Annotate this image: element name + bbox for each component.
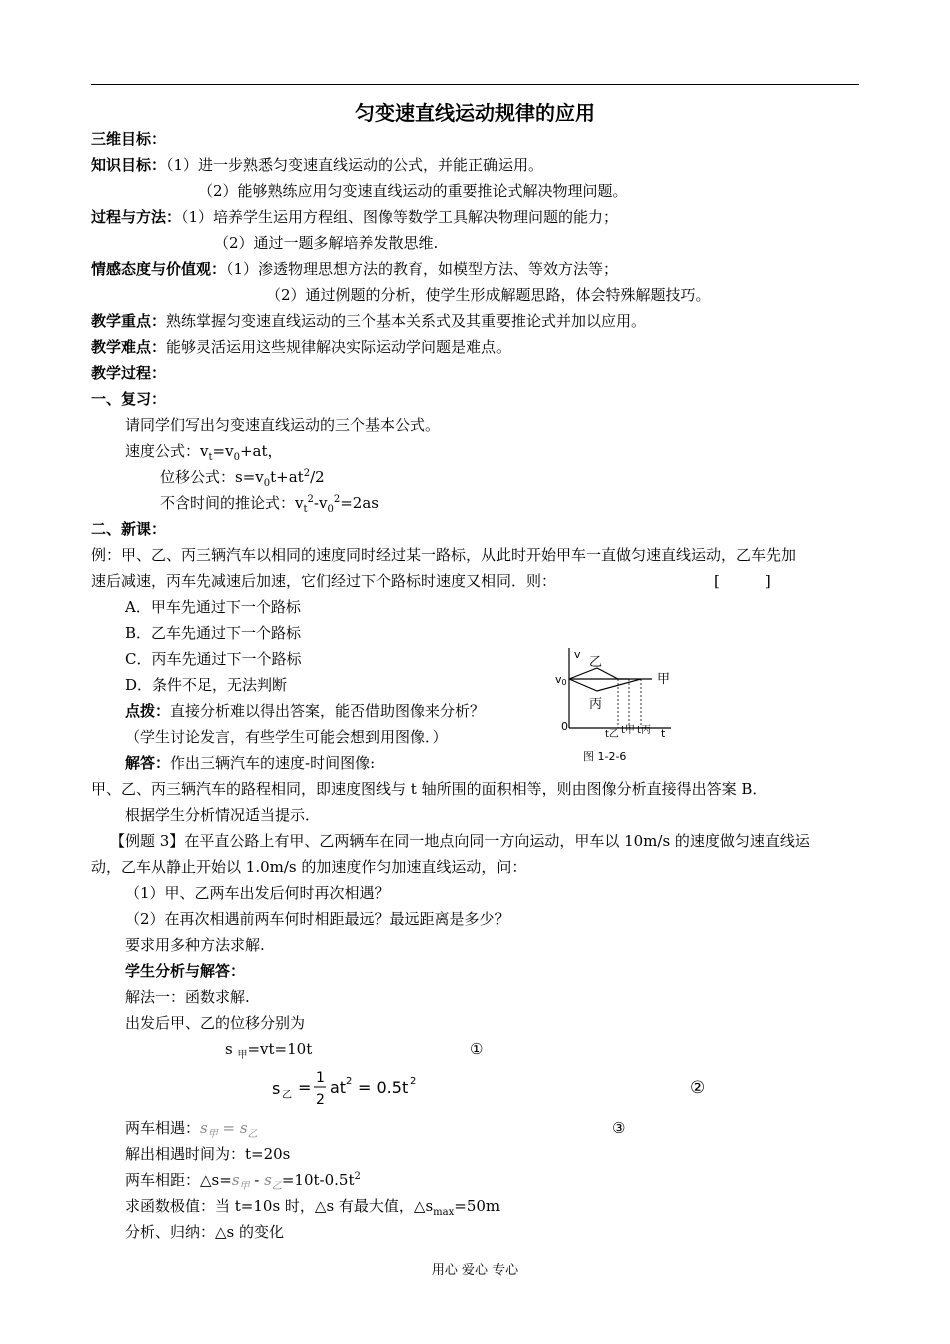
equation-2-number: ② <box>690 1078 706 1098</box>
top-rule <box>91 84 859 85</box>
knowledge-item-2: （2）能够熟练应用匀变速直线运动的重要推论式解决物理问题。 <box>198 182 628 200</box>
answer-bracket: [ ] <box>714 572 771 590</box>
meet-label: 两车相遇： <box>125 1119 201 1137</box>
extremum: 求函数极值：当 t=10s 时，△s 有最大值，$\triangle s_{max}=50m$ <box>125 1197 501 1218</box>
axis-t-label: t <box>661 727 666 740</box>
answer <box>125 753 375 773</box>
svg-text:= 0.5t: = 0.5t <box>358 1078 409 1097</box>
difficulty-label: 教学难点： <box>91 338 167 356</box>
knowledge-goal <box>91 155 543 175</box>
teaching-difficulty <box>91 337 511 357</box>
svg-text:1: 1 <box>316 1070 325 1086</box>
prompt: 根据学生分析情况适当提示． <box>125 806 321 824</box>
displacement-intro: 出发后甲、乙的位移分别为 <box>125 1014 306 1032</box>
displacement-label: 位移公式： <box>160 468 236 486</box>
equation-1: s $_甲$=vt=10t <box>225 1040 313 1061</box>
tick-label-yi: t乙 <box>605 729 619 740</box>
velocity-label: 速度公式： <box>125 442 201 460</box>
review-heading: 一、复习： <box>91 390 167 408</box>
knowledge-label: 知识目标： <box>91 156 167 174</box>
hint <box>125 701 485 721</box>
review-intro: 请同学们写出匀变速直线运动的三个基本公式。 <box>125 416 441 434</box>
requirement: 要求用多种方法求解. <box>125 936 265 954</box>
teaching-key <box>91 311 646 331</box>
svg-text:=: = <box>298 1078 312 1097</box>
process-label: 过程与方法： <box>91 208 182 226</box>
bing-curve <box>569 679 641 691</box>
svg-text:2: 2 <box>410 1076 417 1087</box>
emotion-item-1: （1）渗透物理思想方法的教育，如模型方法、等效方法等； <box>226 260 619 278</box>
answer-label: 解答： <box>125 754 171 772</box>
svg-text:at: at <box>330 1078 347 1097</box>
origin-label: 0 <box>561 720 568 733</box>
meet-time: 解出相遇时间为：t=20s <box>125 1145 291 1163</box>
process-heading: 教学过程： <box>91 364 167 382</box>
inference-formula: 不含时间的推论式：$v_t^2-v_0^2=2as$ <box>160 494 379 515</box>
svg-text:2: 2 <box>316 1092 325 1108</box>
option-b: B．乙车先通过下一个路标 <box>125 624 302 642</box>
process-item-1: （1）培养学生运用方程组、图像等数学工具解决物理问题的能力； <box>181 208 619 226</box>
displacement-formula: 位移公式：$s=v_0t+at^2/2$ <box>160 468 325 489</box>
tick-label-jia: t甲 <box>621 725 635 736</box>
example-line-1: 例：甲、乙、丙三辆汽车以相同的速度同时经过某一路标，从此时开始甲车一直做匀速直线运动，乙车先加 <box>91 546 797 564</box>
vt-figure <box>555 644 685 766</box>
equation-1-number: ① <box>470 1040 484 1058</box>
svg-text:2: 2 <box>346 1076 353 1087</box>
inference-label: 不含时间的推论式： <box>160 494 296 512</box>
process-item-2: （2）通过一题多解培养发散思维. <box>214 234 439 252</box>
key-label: 教学重点： <box>91 312 167 330</box>
option-a: A．甲车先通过下一个路标 <box>125 598 301 616</box>
yi-label: 乙 <box>589 655 603 670</box>
knowledge-item-1: （1）进一步熟悉匀变速直线运动的公式，并能正确运用。 <box>166 156 544 174</box>
process-goal <box>91 207 618 227</box>
emotion-goal <box>91 259 618 279</box>
svg-text:s: s <box>272 1079 281 1098</box>
method-1: 解法一：函数求解. <box>125 988 250 1006</box>
option-d: D．条件不足，无法判断 <box>125 676 288 694</box>
jia-label: 甲 <box>657 672 671 687</box>
equation-2 <box>272 1062 432 1114</box>
page-footer: 用心 爱心 专心 <box>431 1263 519 1278</box>
velocity-formula: 速度公式：$v_t=v_0+at$， <box>125 442 283 463</box>
equation-3-number: ③ <box>612 1119 626 1137</box>
page-title: 匀变速直线运动规律的应用 <box>355 101 595 125</box>
hint-label: 点拨： <box>125 702 171 720</box>
student-analysis-label: 学生分析与解答： <box>125 962 246 980</box>
meet-condition: 两车相遇：$s_甲 = s_乙$ <box>125 1119 258 1140</box>
distance-formula: 两车相距：$\triangle s=s_甲 - s_乙=10t-0.5t^2$ <box>125 1171 361 1192</box>
question-1: （1）甲、乙两车出发后何时再次相遇？ <box>125 884 390 902</box>
newlesson-heading: 二、新课： <box>91 520 167 538</box>
conclusion: 甲、乙、丙三辆汽车的路程相同，即速度图线与 t 轴所围的面积相等，则由图像分析直接得出答案 B． <box>91 780 768 798</box>
answer-text: 作出三辆汽车的速度-时间图像: <box>170 754 376 772</box>
figure-caption: 图 1-2-6 <box>583 750 627 763</box>
summary: 分析、归纳：△s 的变化 <box>125 1223 285 1241</box>
key-text: 熟练掌握匀变速直线运动的三个基本关系式及其重要推论式并加以应用。 <box>166 312 647 330</box>
bing-label: 丙 <box>589 697 603 712</box>
discussion: （学生讨论发言，有些学生可能会想到用图像．） <box>125 728 448 746</box>
emotion-item-2: （2）通过例题的分析，使学生形成解题思路，体会特殊解题技巧。 <box>266 286 711 304</box>
emotion-label: 情感态度与价值观： <box>91 260 227 278</box>
example-3-line-1 <box>110 831 810 851</box>
difficulty-text: 能够灵活运用这些规律解决实际运动学问题是难点。 <box>166 338 512 356</box>
v0-label: v0 <box>555 673 567 687</box>
tick-label-bing: t丙 <box>637 725 651 736</box>
option-c: C．丙车先通过下一个路标 <box>125 650 302 668</box>
question-2: （2）在再次相遇前两车何时相距最远？最远距离是多少？ <box>125 910 510 928</box>
example-3-text: 在平直公路上有甲、乙两辆车在同一地点向同一方向运动，甲车以 10m/s 的速度做匀速直线运 <box>184 832 810 850</box>
hint-text: 直接分析难以得出答案，能否借助图像来分析？ <box>170 702 486 720</box>
example-line-2: 速后减速，丙车先减速后加速，它们经过下个路标时速度又相同．则： <box>91 572 557 590</box>
svg-text:乙: 乙 <box>282 1090 292 1101</box>
example-3-label: 【例题 3】 <box>110 832 185 850</box>
example-3-line-2: 动，乙车从静止开始以 1.0m/s 的加速度作匀加速直线运动，问： <box>91 858 527 876</box>
axis-v-label: v <box>574 648 581 661</box>
goals-heading: 三维目标： <box>91 130 167 148</box>
distance-label: 两车相距： <box>125 1171 201 1189</box>
